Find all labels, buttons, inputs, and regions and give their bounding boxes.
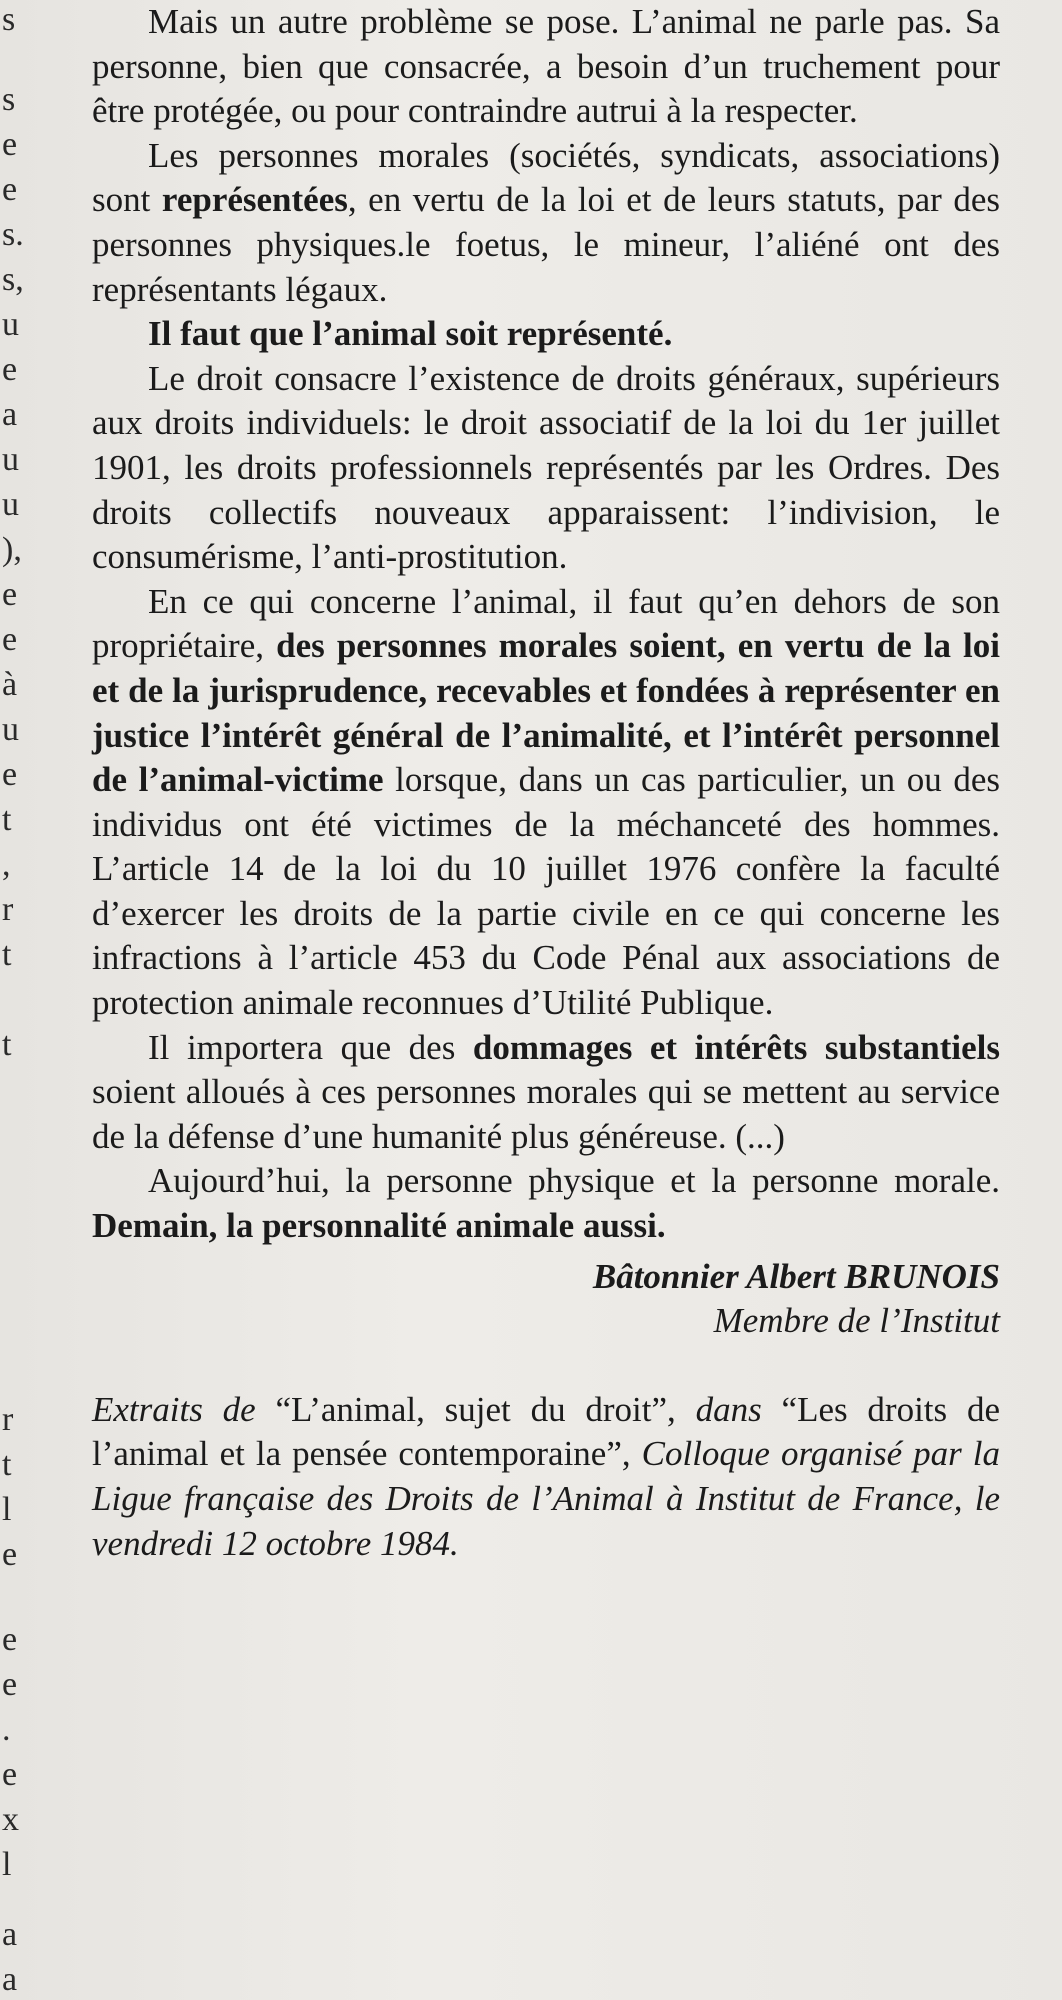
margin-letter: t — [2, 801, 12, 838]
left-column-fragment — [0, 0, 30, 2000]
margin-letter: u — [2, 441, 19, 478]
bold-run: dommages et intérêts substantiels — [472, 1027, 1000, 1067]
margin-letter: x — [2, 1801, 19, 1838]
paragraph-1: Mais un autre problème se pose. L’animal ne parle pas. Sa personne, bien que consacrée, a besoin d’un truchement pour être protégée, ou pour contraindre autrui à la respecter. — [92, 2, 1000, 131]
italic-run: Extraits de — [92, 1389, 256, 1429]
margin-letter: u — [2, 306, 19, 343]
margin-letter: à — [2, 666, 18, 703]
margin-letter: l — [2, 1846, 12, 1883]
text-run: En ce qui concerne l’animal, il faut qu’en dehors de son propriétaire, — [92, 581, 1000, 666]
bold-run: des personnes morales soient, en vertu de la loi et de la jurisprudence, recevables et fondées à représenter en justice l’intérêt général de l’animalité, et l’intérêt personnel de l’animal-victime — [92, 626, 1001, 800]
margin-letter: a — [2, 1961, 18, 1998]
bold-run: Demain, la personnalité animale aussi. — [92, 1206, 666, 1246]
margin-letter: a — [2, 1916, 18, 1953]
margin-letter: e — [2, 351, 18, 388]
margin-letter: , — [2, 846, 11, 883]
margin-letter: e — [2, 576, 18, 613]
margin-letter: t — [2, 1026, 12, 1063]
margin-letter: ), — [2, 531, 22, 568]
margin-letter: e — [2, 1756, 18, 1793]
paragraph-7 — [92, 1159, 1000, 1248]
italic-run: Colloque organisé par la Ligue française des Droits de l’Animal à Institut de France, le vendredi 12 octobre 1984. — [92, 1434, 1000, 1563]
margin-letter: e — [2, 1621, 18, 1658]
text-run: Il importera que des — [148, 1027, 473, 1067]
margin-letter: t — [2, 936, 12, 973]
margin-letter: e — [2, 126, 18, 163]
margin-letter: a — [2, 396, 18, 433]
text-run: Aujourd’hui, la personne physique et la personne morale. — [148, 1161, 1000, 1201]
text-run: “L’animal, sujet du droit”, — [255, 1389, 696, 1429]
paragraph-3-heading: Il faut que l’animal soit représenté. — [148, 314, 673, 354]
text-run: Les personnes morales (sociétés, syndicats, associations) sont — [92, 135, 1000, 220]
italic-run: dans — [695, 1389, 762, 1429]
margin-letter: e — [2, 1536, 18, 1573]
paragraph-5 — [92, 580, 1000, 1026]
text-run: soient alloués à ces personnes morales qui se mettent au service de la défense d’une humanité plus généreuse. (...) — [92, 1072, 1000, 1156]
margin-letter: u — [2, 486, 19, 523]
author-title: Membre de l’Institut — [713, 1301, 1000, 1341]
text-run: , en vertu de la loi et de leurs statuts, par des personnes physiques.le foetus, le mineur, l’aliéné ont des représentants légaux. — [92, 180, 1000, 309]
paragraph-6 — [92, 1026, 1000, 1160]
author-name: Bâtonnier Albert BRUNOIS — [592, 1256, 1000, 1296]
margin-letter: s — [2, 81, 16, 118]
bold-run: représentées — [161, 180, 348, 220]
text-run: “Les droits de l’animal et la pensée contemporaine”, — [92, 1389, 1001, 1474]
text-run: lorsque, dans un cas particulier, un ou des individus ont été victimes de la méchanceté des hommes. L’article 14 de la loi du 10 juillet 1976 confère la faculté d’exercer les droits de la partie civile en ce qui concerne les infractions à l’article 453 du Code Pénal aux associations de protection animale reconnues d’Utilité Publique. — [92, 760, 1000, 1023]
text-column — [92, 0, 1000, 1566]
margin-letter: r — [2, 891, 14, 928]
margin-letter: s — [2, 1, 16, 38]
margin-letter: . — [2, 1711, 11, 1748]
signature-block — [92, 1255, 1000, 1344]
margin-letter: e — [2, 171, 18, 208]
paragraph-4: Le droit consacre l’existence de droits généraux, supérieurs aux droits individuels: le droit associatif de la loi du 1er juillet 1901, les droits professionnels représentés par les Ordres. Des droits collectifs nouveaux apparaissent: l’indivision, le consumérisme, l’anti-prostitution. — [92, 358, 1000, 577]
margin-letter: e — [2, 1666, 18, 1703]
margin-letter: s, — [2, 261, 24, 298]
margin-letter: e — [2, 621, 18, 658]
margin-letter: s. — [2, 216, 24, 253]
source-citation — [92, 1388, 1000, 1566]
margin-letter: t — [2, 1446, 12, 1483]
spacer — [92, 1344, 1000, 1388]
margin-letter: u — [2, 711, 19, 748]
margin-letter: e — [2, 756, 18, 793]
margin-letter: l — [2, 1491, 12, 1528]
margin-letter: r — [2, 1401, 14, 1438]
paragraph-2 — [92, 134, 1000, 312]
